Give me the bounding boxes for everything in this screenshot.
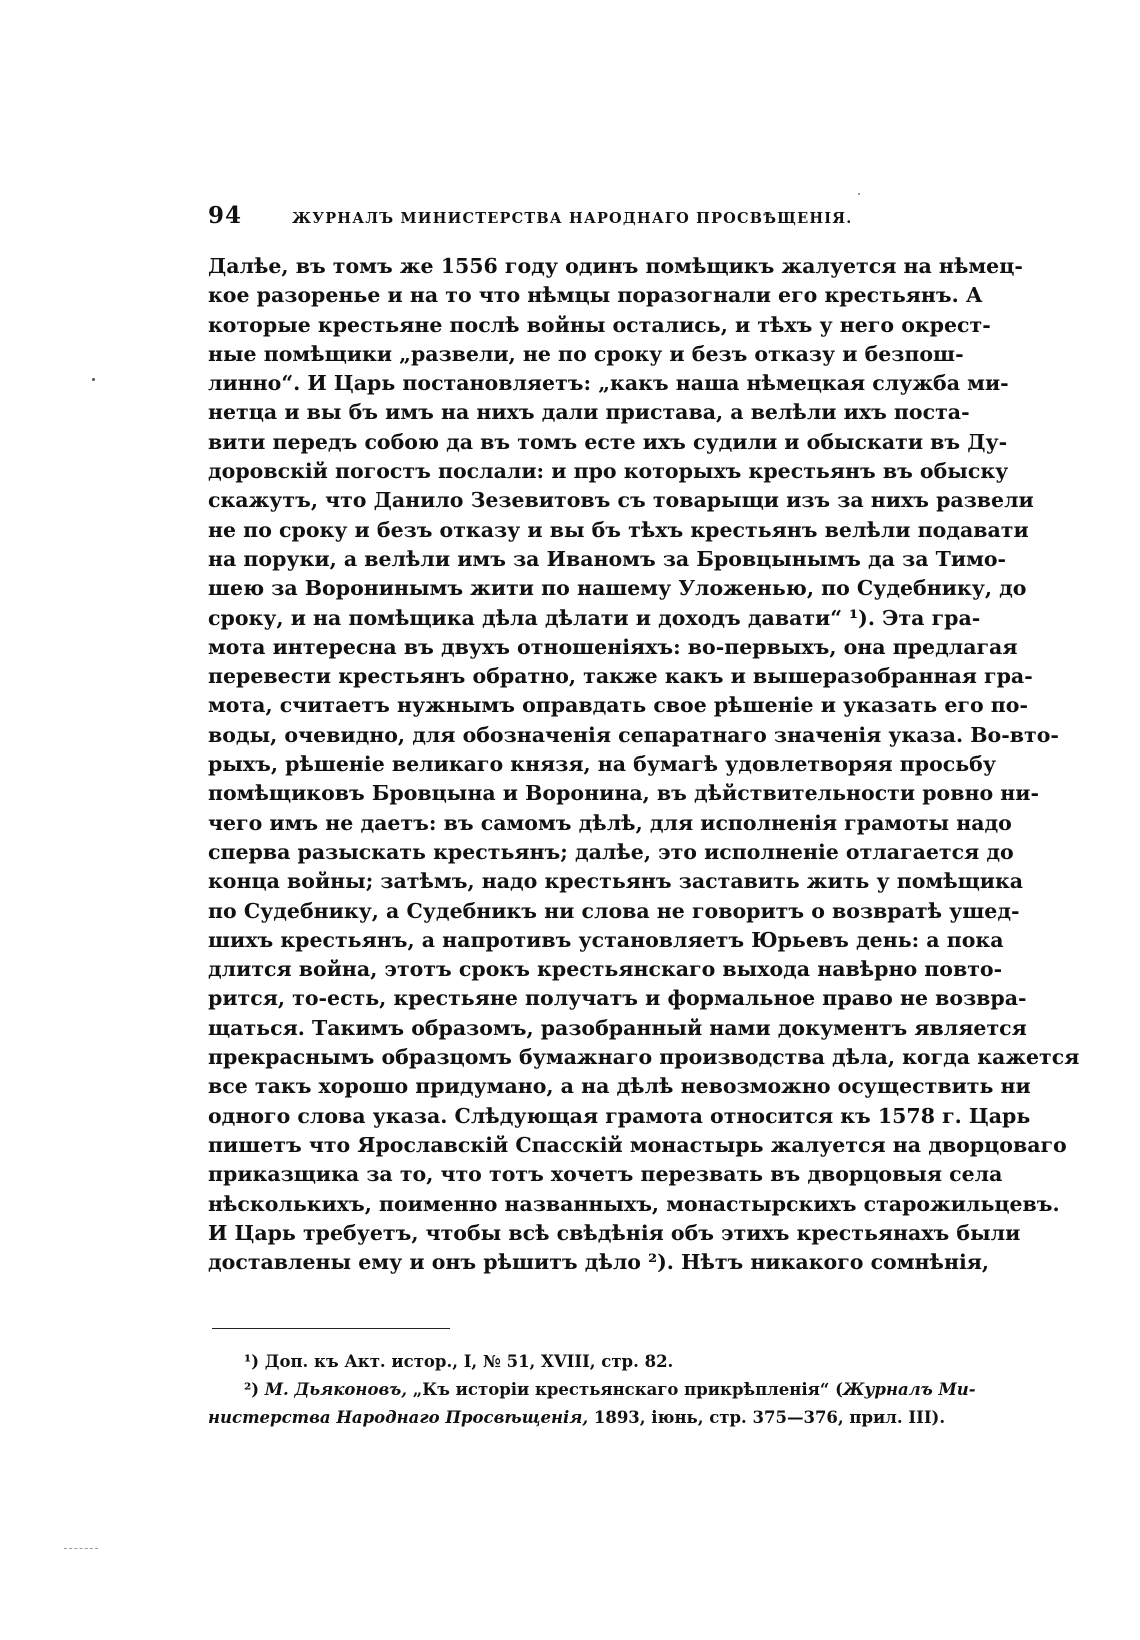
footnote-2-author: М. Дьяконовъ, [264,1380,408,1399]
text-line: вити передъ собою да въ томъ есте ихъ судили и обыскати въ Ду- [208,429,1008,454]
scan-speck [858,193,860,195]
footnote-1-marker: ¹) [244,1352,260,1371]
text-line: чего имъ не даетъ: въ самомъ дѣлѣ, для исполненія грамоты надо [208,810,1012,835]
text-line: скажутъ, что Данило Зезевитовъ съ товарыщи изъ за нихъ развели [208,488,1034,513]
footnote-2-journal-part1: Журналъ Ми- [842,1380,976,1399]
text-line: сроку, и на помѣщика дѣла дѣлати и доходъ давати“ ¹). Эта гра- [208,605,981,630]
text-line: длится война, этотъ срокъ крестьянскаго выхода навѣрно повто- [208,957,1003,982]
running-title: ЖУРНАЛЪ МИНИСТЕРСТВА НАРОДНАГО ПРОСВѢЩЕНІЯ. [292,210,853,227]
footnote-2-marker: ²) [244,1380,260,1399]
text-line: перевести крестьянъ обратно, также какъ и вышеразобранная гра- [208,664,1033,689]
text-line: которые крестьяне послѣ войны остались, и тѣхъ у него окрест- [208,312,991,337]
page-header [208,202,948,238]
text-line: доставлены ему и онъ рѣшитъ дѣло ²). Нѣтъ никакого сомнѣнія, [208,1250,990,1275]
text-line: все такъ хорошо придумано, а на дѣлѣ невозможно осуществить ни [208,1074,1031,1099]
footnote-2-line-2 [208,1404,948,1432]
text-line: мота интересна въ двухъ отношеніяхъ: во-первыхъ, она предлагая [208,634,1018,659]
footnote-2-line-1 [208,1376,976,1404]
text-line: на поруки, а велѣли имъ за Иваномъ за Бровцынымъ да за Тимо- [208,546,1007,571]
text-line: приказщика за то, что тотъ хочетъ перезвать въ дворцовыя села [208,1162,1003,1187]
text-line: прекраснымъ образцомъ бумажнаго производства дѣла, когда кажется [208,1045,1080,1070]
text-line: мота, считаетъ нужнымъ оправдать свое рѣшеніе и указать его по- [208,693,1028,718]
text-line: И Царь требуетъ, чтобы всѣ свѣдѣнія объ этихъ крестьянахъ были [208,1220,1021,1245]
footnote-1-text: Доп. къ Акт. истор., I, № 51, XVIII, стр. 82. [264,1352,674,1371]
text-line: по Судебнику, а Судебникъ ни слова не говоритъ о возвратѣ ушед- [208,898,1020,923]
text-line: Далѣе, въ томъ же 1556 году одинъ помѣщикъ жалуется на нѣмец- [208,254,1023,278]
text-line: рыхъ, рѣшеніе великаго князя, на бумагѣ удовлетворяя просьбу [208,752,996,777]
text-line: шею за Воронинымъ жити по нашему Уложенью, по Судебнику, до [208,576,1027,601]
text-line: нетца и вы бъ имъ на нихъ дали пристава, а велѣли ихъ поста- [208,400,970,425]
text-line: нѣсколькихъ, поименно названныхъ, монастырскихъ старожильцевъ. [208,1191,1060,1216]
text-line: не по сроку и безъ отказу и вы бъ тѣхъ крестьянъ велѣли подавати [208,517,1029,542]
footnote-1 [208,1348,948,1376]
scan-speck [92,378,95,381]
text-line: шихъ крестьянъ, а напротивъ установляетъ Юрьевъ день: а пока [208,927,1004,952]
text-line: щаться. Такимъ образомъ, разобранный нами документъ является [208,1015,1027,1040]
footnote-2-title: „Къ исторіи крестьянскаго прикрѣпленія“ ( [412,1380,843,1399]
text-line: доровскій погостъ послали: и про которыхъ крестьянъ въ обыску [208,459,1009,484]
text-line: одного слова указа. Слѣдующая грамота относится къ 1578 г. Царь [208,1103,1031,1128]
text-line: пишетъ что Ярославскій Спасскій монастырь жалуется на дворцоваго [208,1132,1067,1157]
text-line: ные помѣщики „развели, не по сроку и безъ отказу и безпош- [208,341,964,366]
text-line: сперва разыскать крестьянъ; далѣе, это исполненіе отлагается до [208,839,1014,864]
text-line: рится, то-есть, крестьяне получатъ и формальное право не возвра- [208,986,1027,1011]
text-line: помѣщиковъ Бровцына и Воронина, въ дѣйствительности ровно ни- [208,781,1040,806]
page-number: 94 [208,202,243,229]
text-line: воды, очевидно, для обозначенія сепаратнаго значенія указа. Во-вто- [208,722,1059,747]
scan-edge-mark [64,1548,98,1549]
footnotes [208,1348,976,1432]
text-line: линно“. И Царь постановляетъ: „какъ наша нѣмецкая служба ми- [208,371,1009,396]
footnote-separator [212,1328,450,1329]
footnote-2-journal-part2: нистерства Народнаго Просвѣщенія, [208,1408,589,1427]
text-line: кое разоренье и на то что нѣмцы поразогнали его крестьянъ. А [208,283,983,308]
body-text [208,252,1080,1277]
footnote-2-rest: 1893, іюнь, стр. 375—376, прил. III). [588,1408,946,1427]
text-line: конца войны; затѣмъ, надо крестьянъ заставить жить у помѣщика [208,869,1024,894]
